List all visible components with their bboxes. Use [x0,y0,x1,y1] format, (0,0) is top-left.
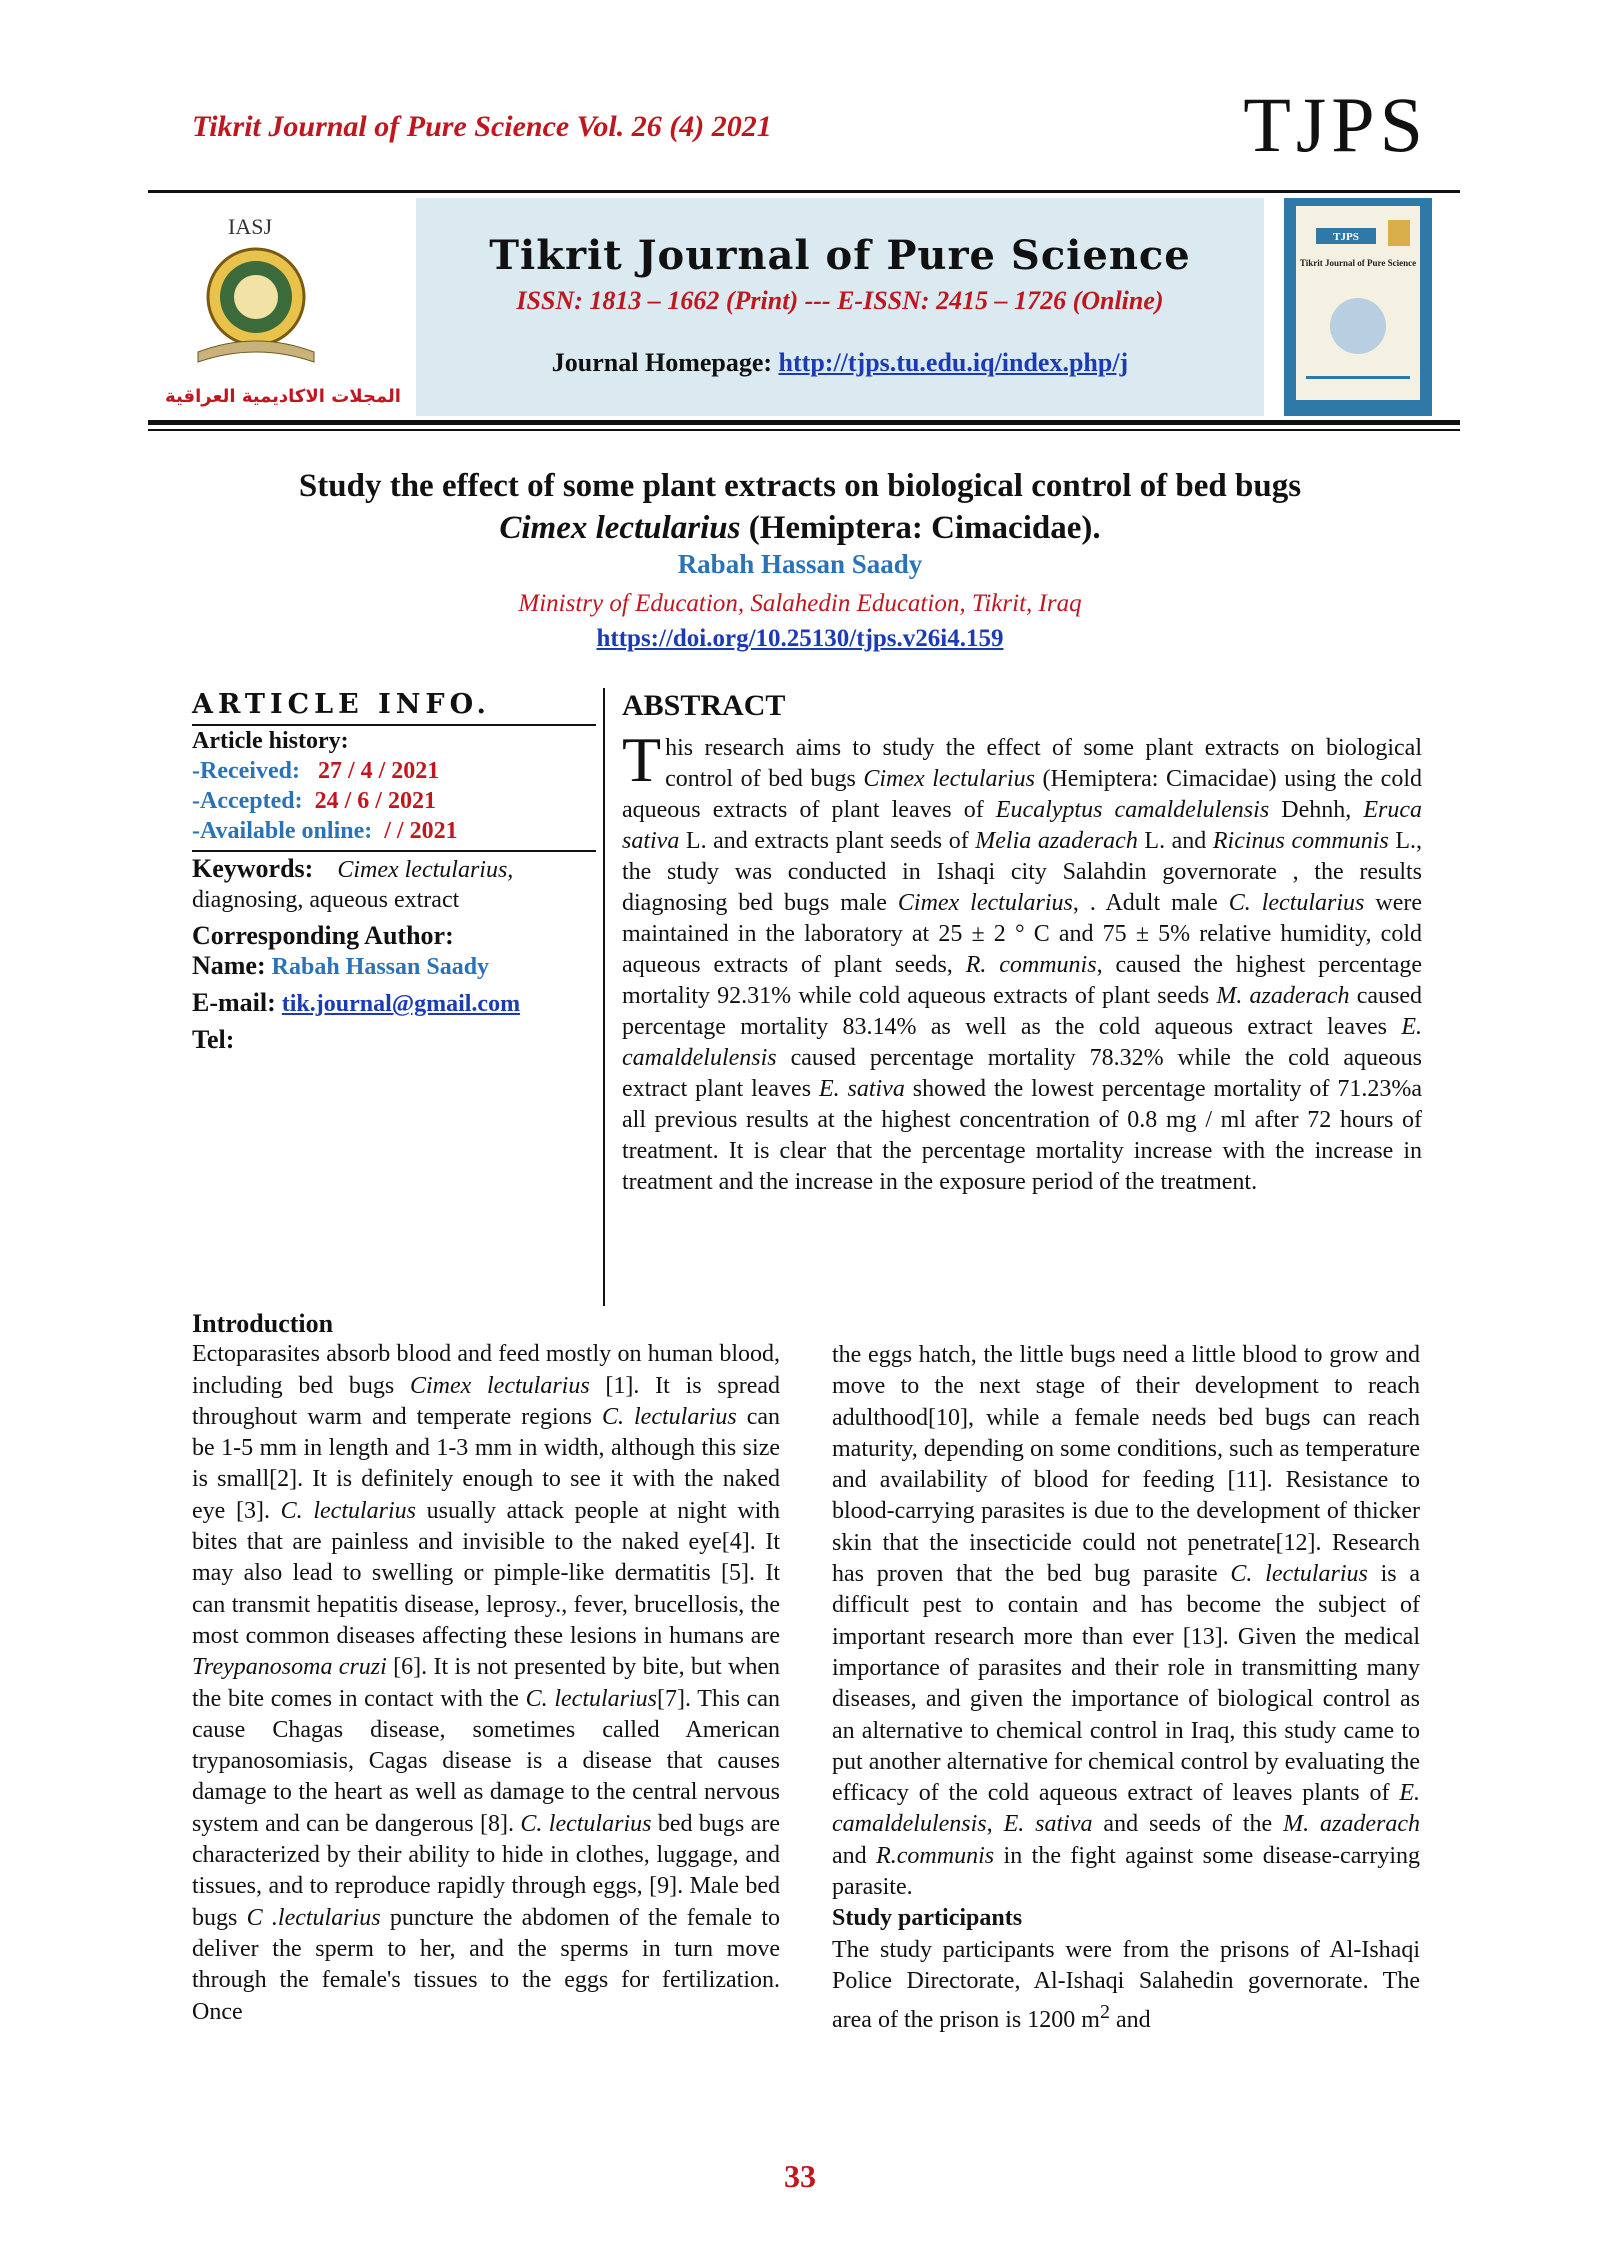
header-rule [148,190,1460,193]
abstract [622,690,1422,1198]
homepage-label: Journal Homepage: [551,348,773,377]
journal-cover-image [1284,198,1432,416]
body-column-right [832,1340,1420,2037]
article-title [150,465,1450,549]
issn: ISSN: 1813 – 1662 (Print) --- E-ISSN: 2415 – 1726 (Online) [516,286,1164,315]
running-title: Tikrit Journal of Pure Science Vol. 26 (4) 2021 [192,110,772,143]
study-participants-heading: Study participants [832,1905,1023,1932]
iasj-logo [158,212,408,412]
info-divider [192,850,596,852]
keywords-species: Cimex lectularius, [337,857,514,883]
journal-name: Tikrit Journal of Pure Science [489,232,1191,279]
cover-brand: TJPS [1333,231,1359,243]
introduction-continued: the eggs hatch, the little bugs need a little blood to grow and move to the next stage of their development to reach adulthood[10], while a female needs bed bugs can reach maturity, depending on some conditions, such as temperature and availability of blood for feeding [11]. Resistance to blood-carrying parasites is due to the development of thicker skin that the insecticide could not penetrate[12]. Research has proven that the bed bug parasite C. lectularius is a difficult pest to contain and has become the subject of important research more than ever [13]. Given the medical importance of parasites and their role in transmitting many diseases, and given the importance of biological control as an alternative to chemical control in Iraq, this study came to put another alternative for chemical control by evaluating the efficacy of the cold aqueous extract of leaves plants of E. camaldelulensis, E. sativa and seeds of the M. azaderach and R.communis in the fight against some disease-carrying parasite. [832,1342,1420,1901]
doi-link[interactable]: https://doi.org/10.25130/tjps.v26i4.159 [596,625,1004,652]
name-label: Name: [192,951,266,980]
brand-logo-text: TJPS [1243,81,1428,168]
introduction-text: Ectoparasites absorb blood and feed mostly on human blood, including bed bugs Cimex lectularius [1]. It is spread throughout warm and temperate regions C. lectularius can be 1-5 mm in length and 1-3 mm in width, although this size is small[2]. It is definitely enough to see it with the naked eye [3]. C. lectularius usually attack people at night with bites that are painless and invisible to the naked eye[4]. It may also lead to swelling or pimple-like dermatitis [5]. It can transmit hepatitis disease, leprosy., fever, brucellosis, the most common diseases affecting these lesions in humans are Treypanosoma cruzi [6]. It is not presented by bite, but when the bite comes in contact with the C. lectularius[7]. This can cause Chagas disease, sometimes called American trypanosomiasis, Cagas disease is a disease that causes damage to the heart as well as damage to the central nervous system and can be dangerous [8]. C. lectularius bed bugs are characterized by their ability to hide in clothes, luggage, and tissues, and to reproduce rapidly through eggs, [9]. Male bed bugs C .lectularius puncture the abdomen of the female to deliver the sperm to her, and the sperms in turn move through the female's tissues to the eggs for fertilization. Once [192,1341,780,2025]
author-affiliation: Ministry of Education, Salahedin Education, Tikrit, Iraq [518,590,1082,617]
tel-label: Tel: [192,1025,235,1054]
abstract-heading: ABSTRACT [622,689,786,722]
received-label: -Received: [192,758,300,784]
banner-center [416,198,1264,416]
corresponding-label: Corresponding Author: [192,921,454,950]
header-rule-thin [148,429,1460,431]
online-label: -Available online: [192,818,373,844]
keywords-rest: diagnosing, aqueous extract [192,887,460,913]
abstract-dropcap: T [622,724,662,795]
accepted-label: -Accepted: [192,788,303,814]
study-participants-text: The study participants were from the prisons of Al-Ishaqi Police Directorate, Al-Ishaqi Salahedin governorate. The area of the prison is 1200 $m^2$ and [832,1936,1420,2034]
article-info-heading: ARTICLE INFO. [192,690,596,726]
title-species: Cimex lectularius [499,510,741,546]
doi [150,625,1450,653]
journal-banner [148,198,1460,416]
received-date: 27 / 4 / 2021 [317,758,440,784]
header-rule-thick [148,420,1460,425]
author-name: Rabah Hassan Saady [677,549,923,579]
online-date: / / 2021 [378,818,458,844]
column-divider [603,688,605,1306]
corresponding-name: Rabah Hassan Saady [271,954,490,980]
iasj-logo-text: IASJ [228,214,273,239]
history-label: Article history: [192,728,349,754]
title-rest: (Hemiptera: Cimacidae). [740,510,1101,546]
cover-title: Tikrit Journal of Pure Science [1299,258,1417,268]
email-label: E-mail: [192,988,276,1017]
introduction-heading: Introduction [192,1309,334,1338]
title-line1: Study the effect of some plant extracts on biological control of bed bugs [298,468,1302,504]
homepage-link[interactable]: http://tjps.tu.edu.iq/index.php/j [778,348,1129,377]
journal-homepage [416,348,1264,378]
cover-page [1296,206,1420,400]
accepted-date: 24 / 6 / 2021 [314,788,436,814]
email-link[interactable]: tik.journal@gmail.com [281,991,521,1017]
iasj-arabic-text: المجلات الاكاديمية العراقية [165,386,401,407]
page-number: 33 [784,2158,816,2194]
body-column-left [192,1308,780,2028]
abstract-text: This research aims to study the effect of some plant extracts on biological control of bed bugs Cimex lectularius (Hemiptera: Cimacidae) using the cold aqueous extracts of plant leaves of Eucalyptus camaldelulensis Dehnh, Eruca sativa L. and extracts plant seeds of Melia azaderach L. and Ricinus communis L., the study was conducted in Ishaqi city Salahdin governorate , the results diagnosing bed bugs male Cimex lectularius, . Adult male C. lectularius were maintained in the laboratory at 25 ± 2 ° C and 75 ± 5% relative humidity, cold aqueous extracts of plant seeds, R. communis, caused the highest percentage mortality 92.31% while cold aqueous extracts of plant seeds M. azaderach caused percentage mortality 83.14% as well as the cold aqueous extract leaves E. camaldelulensis caused percentage mortality 78.32% while the cold aqueous extract plant leaves E. sativa showed the lowest percentage mortality of 71.23%a all previous results at the highest concentration of 0.8 mg / ml after 72 hours of treatment. It is clear that the percentage mortality increase with the increase in treatment and the increase in the exposure period of the treatment. [622,724,1423,1195]
keywords-label: Keywords: [192,854,314,883]
article-info [192,690,596,1055]
